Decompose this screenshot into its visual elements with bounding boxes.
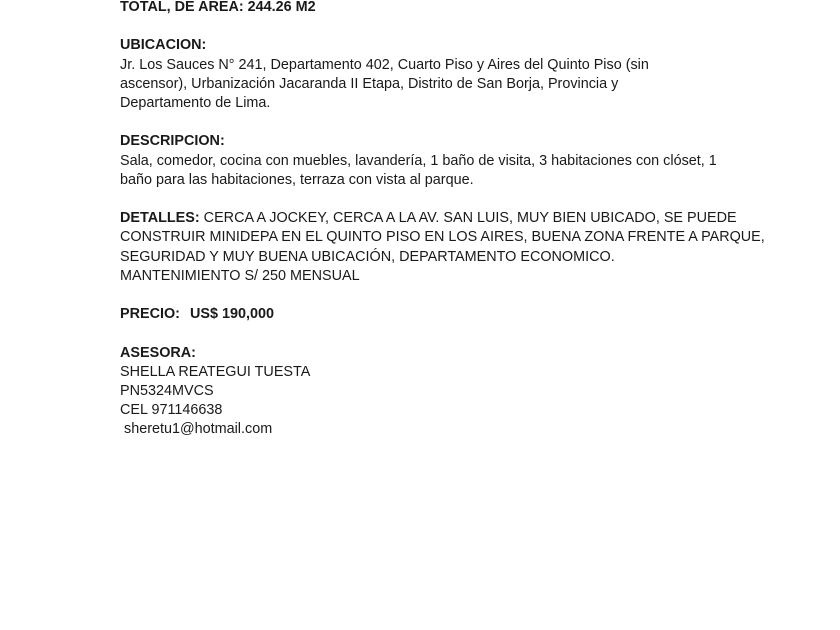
precio-label: PRECIO:: [120, 306, 180, 323]
descripcion-section: [120, 132, 720, 190]
spacer: [120, 113, 720, 132]
detalles-line: SEGURIDAD Y MUY BUENA UBICACIÓN, DEPARTAMENTO ECONOMICO.: [120, 248, 615, 265]
precio-line: [120, 305, 720, 324]
detalles-first-text: CERCA A JOCKEY, CERCA A LA AV. SAN LUIS, MUY BIEN UBICADO, SE PUEDE: [199, 210, 737, 227]
total-area: TOTAL, DE AREA: 244.26 M2: [120, 0, 316, 15]
asesora-phone: CEL 971146638: [120, 402, 223, 419]
detalles-label: DETALLES:: [120, 210, 200, 227]
ubicacion-line: Jr. Los Sauces N° 241, Departamento 402, Cuarto Piso y Aires del Quinto Piso (sin: [120, 56, 649, 73]
asesora-email: sheretu1@hotmail.com: [124, 421, 273, 438]
asesora-label: ASESORA:: [120, 344, 196, 361]
descripcion-label: DESCRIPCION:: [120, 133, 225, 150]
listing-document: [120, 0, 765, 440]
asesora-name: SHELLA REATEGUI TUESTA: [120, 363, 311, 380]
ubicacion-section: [120, 36, 720, 113]
detalles-line: MANTENIMIENTO S/ 250 MENSUAL: [120, 267, 360, 284]
spacer: [120, 286, 720, 305]
asesora-section: [120, 344, 720, 440]
spacer: [120, 324, 720, 343]
asesora-code: PN5324MVCS: [120, 382, 214, 399]
detalles-section: [120, 209, 765, 286]
detalles-first-line: [120, 209, 737, 228]
ubicacion-line: ascensor), Urbanización Jacaranda II Etapa, Distrito de San Borja, Provincia y: [120, 75, 619, 92]
descripcion-line: Sala, comedor, cocina con muebles, lavandería, 1 baño de visita, 3 habitaciones con clóset, 1: [120, 152, 717, 169]
detalles-line: CONSTRUIR MINIDEPA EN EL QUINTO PISO EN LOS AIRES, BUENA ZONA FRENTE A PARQUE,: [120, 229, 765, 246]
descripcion-line: baño para las habitaciones, terraza con vista al parque.: [120, 171, 474, 188]
spacer: [120, 190, 720, 209]
ubicacion-line: Departamento de Lima.: [120, 95, 271, 111]
precio-value: US$ 190,000: [189, 306, 274, 323]
spacer: [120, 17, 720, 36]
ubicacion-label: UBICACION:: [120, 37, 207, 54]
